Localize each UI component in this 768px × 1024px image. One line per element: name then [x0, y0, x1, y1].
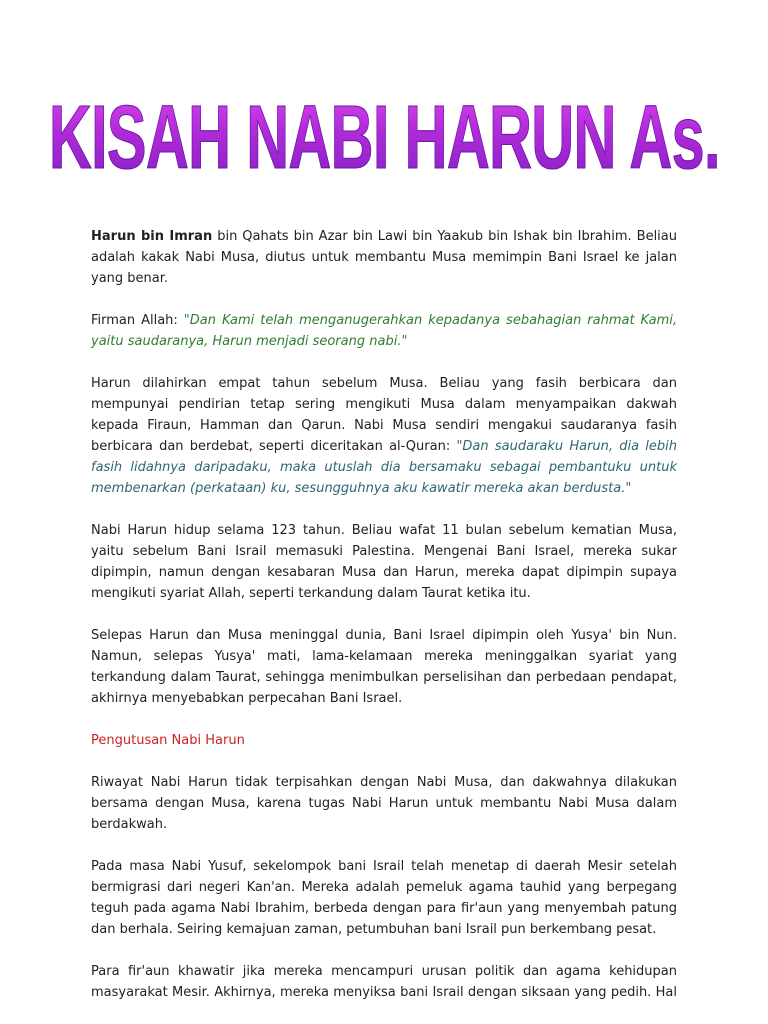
section-heading: Pengutusan Nabi Harun: [91, 733, 245, 748]
paragraph-4: Nabi Harun hidup selama 123 tahun. Beliau wafat 11 bulan sebelum kematian Musa, yaitu sebelum Bani Israil memasuki Palestina. Mengenai Bani Israel, mereka sukar dipimpin, namun dengan kesabaran Musa dan Harun, mereka dapat dipimpin supaya mengikuti syariat Allah, seperti terkandung dalam Taurat ketika itu.: [91, 523, 677, 601]
paragraph-6: Riwayat Nabi Harun tidak terpisahkan dengan Nabi Musa, dan dakwahnya dilakukan bersama dengan Musa, karena tugas Nabi Harun untuk membantu Nabi Musa dalam berdakwah.: [91, 775, 677, 832]
paragraph-5: Selepas Harun dan Musa meninggal dunia, Bani Israel dipimpin oleh Yusya' bin Nun. Namun, selepas Yusya' mati, lama-kelamaan mereka meninggalkan syariat yang terkandung dalam Taurat, sehingga menimbulkan perselisihan dan perbedaan pendapat, akhirnya menyebabkan perpecahan Bani Israel.: [91, 628, 677, 706]
article-body: [91, 226, 677, 1024]
paragraph-1: [91, 226, 677, 289]
person-name: Harun bin Imran: [91, 229, 213, 244]
paragraph-8: Para fir'aun khawatir jika mereka mencampuri urusan politik dan agama kehidupan masyarakat Mesir. Akhirnya, mereka menyiksa bani Israil dengan siksaan yang pedih. Hal: [91, 964, 677, 1000]
paragraph-2-lead: Firman Allah:: [91, 313, 184, 328]
paragraph-3: [91, 373, 677, 499]
quran-quote-1: "Dan Kami telah menganugerahkan kepadanya sebahagian rahmat Kami, yaitu saudaranya, Harun menjadi seorang nabi.": [91, 313, 677, 349]
paragraph-7: Pada masa Nabi Yusuf, sekelompok bani Israil telah menetap di daerah Mesir setelah bermigrasi dari negeri Kan'an. Mereka adalah pemeluk agama tauhid yang berpegang teguh pada agama Nabi Ibrahim, berbeda dengan para fir'aun yang menyembah patung dan berhala. Seiring kemajuan zaman, petumbuhan bani Israil pun berkembang pesat.: [91, 859, 677, 937]
page-title: KISAH NABI HARUN As.: [48, 78, 719, 198]
quran-quote-2: "Dan saudaraku Harun, dia lebih fasih lidahnya daripadaku, maka utuslah dia bersamaku sebagai pembantuku untuk membenarkan (perkataan) ku, sesungguhnya aku kawatir mereka akan berdusta.": [91, 439, 677, 496]
paragraph-1-text: bin Qahats bin Azar bin Lawi bin Yaakub bin Ishak bin Ibrahim. Beliau adalah kakak Nabi Musa, diutus untuk membantu Musa memimpin Bani Israel ke jalan yang benar.: [91, 229, 677, 286]
title-area: [0, 78, 768, 198]
paragraph-2: [91, 310, 677, 352]
paragraph-3-text: Harun dilahirkan empat tahun sebelum Musa. Beliau yang fasih berbicara dan mempunyai pendirian tetap sering mengikuti Musa dalam menyampaikan dakwah kepada Firaun, Hamman dan Qarun. Nabi Musa sendiri mengakui saudaranya fasih berbicara dan berdebat, seperti diceritakan al-Quran:: [91, 376, 677, 454]
